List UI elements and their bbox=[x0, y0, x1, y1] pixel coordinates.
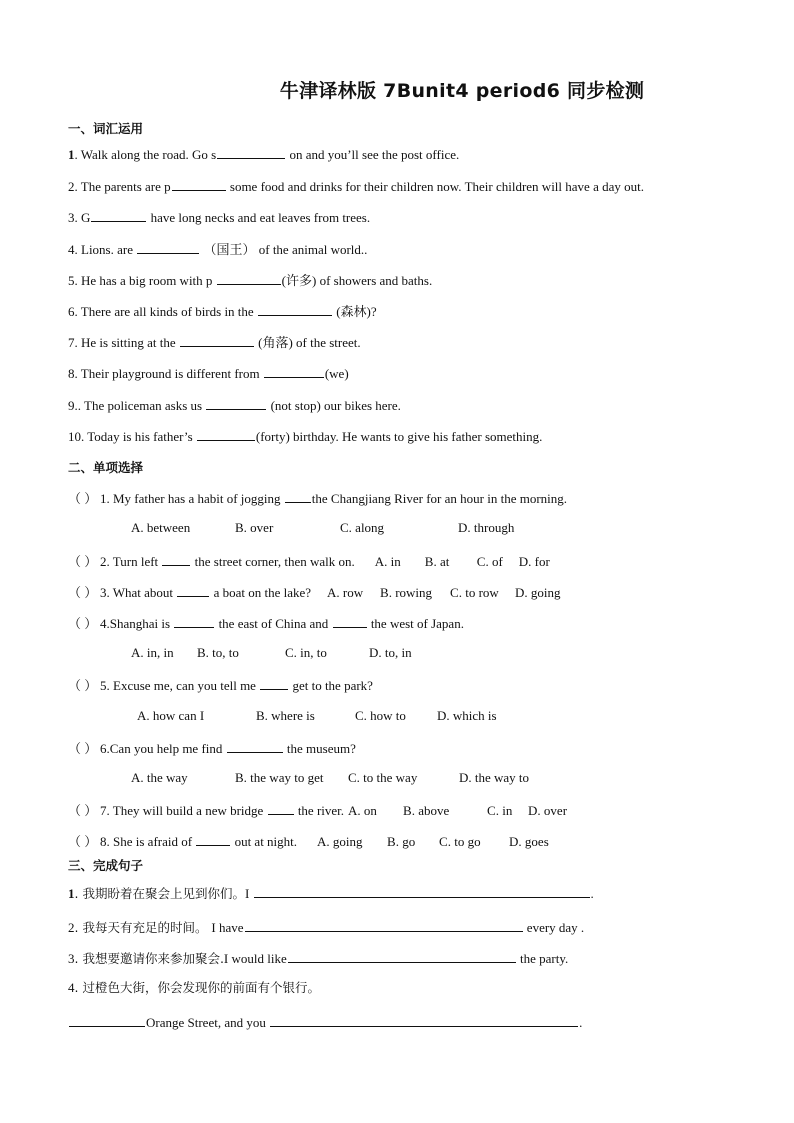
section-complete-heading: 三、完成句子 bbox=[68, 858, 144, 873]
answer-blank[interactable] bbox=[172, 177, 226, 191]
answer-blank[interactable] bbox=[245, 918, 523, 932]
vocab-item-5: 5. He has a big room with p (许多) of showers and baths. bbox=[68, 273, 433, 288]
answer-paren[interactable]: （ ） bbox=[68, 491, 98, 506]
complete-item-2: 2. 我每天有充足的时间。 I have every day . bbox=[68, 920, 585, 935]
option-b[interactable]: B. where is bbox=[256, 708, 315, 723]
option-b[interactable]: B. rowing bbox=[380, 585, 433, 600]
answer-blank[interactable] bbox=[217, 145, 285, 159]
answer-blank[interactable] bbox=[288, 949, 516, 963]
choice-item-3: （ ） 3. What about a boat on the lake? A. row B. rowing C. to row D. going bbox=[68, 585, 561, 600]
option-b[interactable]: B. above bbox=[403, 803, 450, 818]
answer-paren[interactable]: （ ） bbox=[68, 741, 98, 756]
answer-blank[interactable] bbox=[137, 240, 199, 254]
answer-paren[interactable]: （ ） bbox=[68, 834, 98, 849]
option-c[interactable]: C. to row bbox=[450, 585, 499, 600]
answer-blank bbox=[260, 676, 288, 690]
choice-item-8: （ ） 8. She is afraid of out at night. A. going B. go C. to go D. goes bbox=[68, 834, 549, 849]
option-a[interactable]: A. on bbox=[348, 803, 377, 818]
vocab-item-3: 3. G have long necks and eat leaves from trees. bbox=[68, 210, 371, 225]
answer-blank[interactable] bbox=[270, 1013, 578, 1027]
section-vocab-heading: 一、词汇运用 bbox=[68, 121, 144, 136]
choice-options-5 bbox=[137, 708, 497, 724]
vocab-item-2: 2. The parents are p some food and drinks for their children now. Their children will have a day out. bbox=[68, 179, 644, 194]
answer-blank[interactable] bbox=[254, 884, 590, 898]
answer-blank[interactable] bbox=[197, 427, 255, 441]
option-b[interactable]: B. at bbox=[424, 554, 450, 569]
option-c[interactable]: C. in, to bbox=[285, 645, 327, 660]
vocab-item-1: 1. Walk along the road. Go s on and you’ll see the post office. bbox=[68, 147, 460, 162]
option-d[interactable]: D. goes bbox=[509, 834, 549, 849]
choice-item-2: （ ） 2. Turn left the street corner, then walk on. A. in B. at C. of D. for bbox=[68, 554, 550, 569]
option-a[interactable]: A. going bbox=[317, 834, 363, 849]
vocab-item-4: 4. Lions. are （国王） of the animal world.. bbox=[68, 242, 368, 257]
option-b[interactable]: B. to, to bbox=[197, 645, 239, 660]
option-b[interactable]: B. over bbox=[235, 520, 274, 535]
choice-options-4 bbox=[131, 645, 412, 661]
answer-blank bbox=[285, 489, 311, 503]
vocab-item-7: 7. He is sitting at the (角落) of the street. bbox=[68, 335, 361, 350]
option-c[interactable]: C. to go bbox=[439, 834, 481, 849]
section-choice-heading: 二、单项选择 bbox=[68, 460, 144, 475]
complete-item-4: 4. 过橙色大街，你会发现你的前面有个银行。 bbox=[68, 980, 320, 995]
choice-item-1: （ ） 1. My father has a habit of jogging the Changjiang River for an hour in the morning. bbox=[68, 491, 568, 506]
complete-item-4-answer: Orange Street, and you . bbox=[68, 1013, 582, 1031]
option-a[interactable]: A. in, in bbox=[131, 645, 174, 660]
option-c[interactable]: C. of bbox=[476, 554, 503, 569]
option-c[interactable]: C. along bbox=[340, 520, 385, 535]
answer-paren[interactable]: （ ） bbox=[68, 803, 98, 818]
option-d[interactable]: D. which is bbox=[437, 708, 497, 723]
option-c[interactable]: C. in bbox=[487, 803, 513, 818]
answer-blank bbox=[177, 583, 209, 597]
answer-blank bbox=[196, 832, 230, 846]
answer-paren[interactable]: （ ） bbox=[68, 678, 98, 693]
answer-blank[interactable] bbox=[91, 208, 146, 222]
choice-item-5: （ ） 5. Excuse me, can you tell me get to the park? bbox=[68, 678, 373, 693]
option-d[interactable]: D. over bbox=[528, 803, 568, 818]
complete-item-1: 1. 我期盼着在聚会上见到你们。I . bbox=[68, 886, 594, 901]
option-c[interactable]: C. how to bbox=[355, 708, 406, 723]
option-a[interactable]: A. how can I bbox=[137, 708, 205, 723]
answer-blank[interactable] bbox=[206, 396, 266, 410]
option-c[interactable]: C. to the way bbox=[348, 770, 418, 785]
answer-blank[interactable] bbox=[69, 1013, 145, 1027]
choice-item-7: （ ） 7. They will build a new bridge the river. A. on B. above C. in D. over bbox=[68, 803, 568, 818]
choice-item-4: （ ） 4.Shanghai is the east of China and the west of Japan. bbox=[68, 616, 464, 631]
vocab-item-10: 10. Today is his father’s (forty) birthday. He wants to give his father something. bbox=[68, 429, 543, 444]
option-d[interactable]: D. going bbox=[515, 585, 561, 600]
answer-blank bbox=[162, 552, 190, 566]
option-d[interactable]: D. to, in bbox=[369, 645, 412, 660]
answer-paren[interactable]: （ ） bbox=[68, 554, 98, 569]
option-a[interactable]: A. the way bbox=[131, 770, 188, 785]
complete-item-3: 3. 我想要邀请你来参加聚会.I would like the party. bbox=[68, 951, 569, 966]
option-b[interactable]: B. go bbox=[387, 834, 416, 849]
choice-item-6: （ ） 6.Can you help me find the museum? bbox=[68, 741, 356, 756]
answer-blank bbox=[227, 739, 283, 753]
answer-paren[interactable]: （ ） bbox=[68, 585, 98, 600]
choice-options-1 bbox=[131, 520, 514, 536]
answer-paren[interactable]: （ ） bbox=[68, 616, 98, 631]
answer-blank[interactable] bbox=[180, 333, 254, 347]
option-a[interactable]: A. between bbox=[131, 520, 191, 535]
answer-blank bbox=[333, 614, 367, 628]
page-title: 牛津译林版 7Bunit4 period6 同步检测 bbox=[279, 80, 645, 102]
answer-blank[interactable] bbox=[264, 364, 324, 378]
vocab-item-8: 8. Their playground is different from (we) bbox=[68, 366, 349, 381]
vocab-item-9: 9.. The policeman asks us (not stop) our bikes here. bbox=[68, 398, 401, 413]
answer-blank[interactable] bbox=[217, 271, 281, 285]
option-a[interactable]: A. row bbox=[327, 585, 364, 600]
vocab-item-6: 6. There are all kinds of birds in the (森林)? bbox=[68, 304, 377, 319]
choice-options-6 bbox=[131, 770, 529, 786]
option-a[interactable]: A. in bbox=[374, 554, 401, 569]
option-d[interactable]: D. through bbox=[458, 520, 515, 535]
option-d[interactable]: D. the way to bbox=[459, 770, 530, 785]
answer-blank bbox=[174, 614, 214, 628]
option-b[interactable]: B. the way to get bbox=[235, 770, 324, 785]
answer-blank bbox=[268, 801, 294, 815]
option-d[interactable]: D. for bbox=[518, 554, 550, 569]
answer-blank[interactable] bbox=[258, 302, 332, 316]
